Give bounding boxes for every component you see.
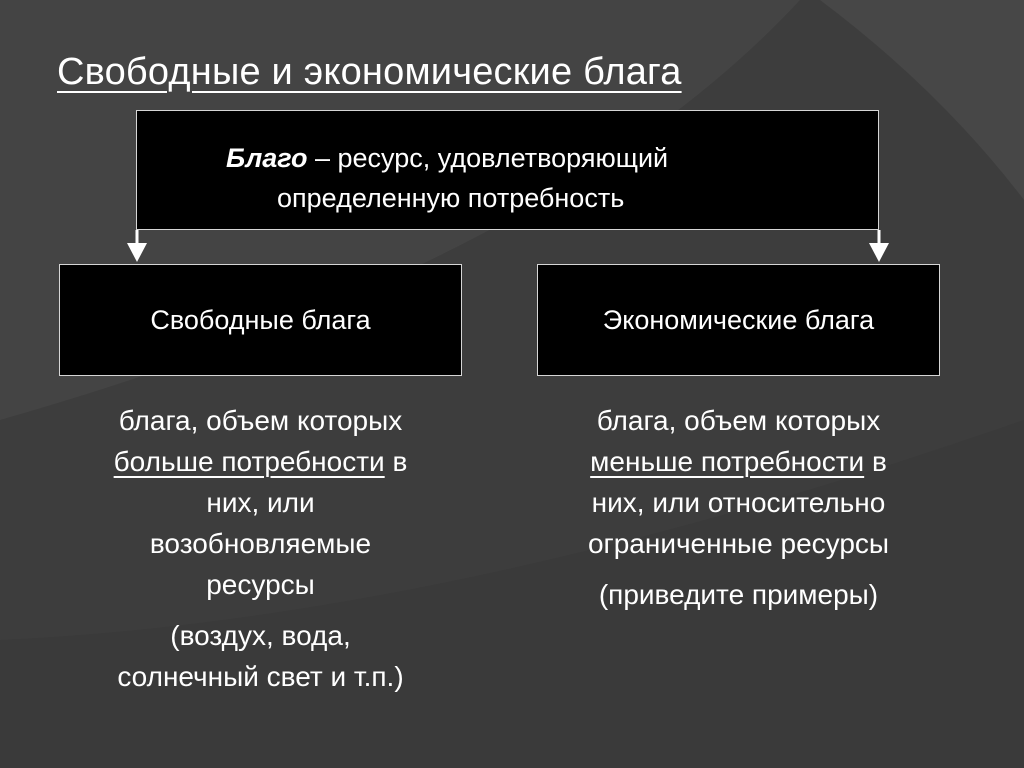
definition-text-line2: определенную потребность [277,183,625,213]
free-goods-label: Свободные блага [150,305,371,335]
econ-desc-emphasis: меньше потребности [590,446,865,477]
economic-goods-label: Экономические блага [602,305,875,335]
free-example-line1: (воздух, вода, [170,620,351,651]
definition-box [136,110,879,230]
economic-goods-description [537,400,940,615]
free-desc-line1: блага, объем которых [118,405,403,436]
free-desc-line5: ресурсы [206,569,315,600]
econ-desc-line4: ограниченные ресурсы [587,528,890,559]
econ-desc-line1: блага, объем которых [596,405,881,436]
econ-desc-tail: в [864,446,887,477]
definition-term: Благо [226,143,308,173]
free-goods-description [59,400,462,697]
econ-example: (приведите примеры) [598,579,879,610]
slide-title: Свободные и экономические блага [57,51,682,93]
free-desc-tail: в [384,446,408,477]
econ-desc-line3: них, или относительно [591,487,886,518]
economic-goods-box [537,264,940,376]
free-goods-box [59,264,462,376]
free-desc-line3: них, или [206,487,315,518]
free-desc-emphasis: больше потребности [113,446,385,477]
free-example-line2: солнечный свет и т.п.) [117,661,404,692]
free-desc-line4: возобновляемые [149,528,372,559]
definition-text-line1: – ресурс, удовлетворяющий [307,143,669,173]
